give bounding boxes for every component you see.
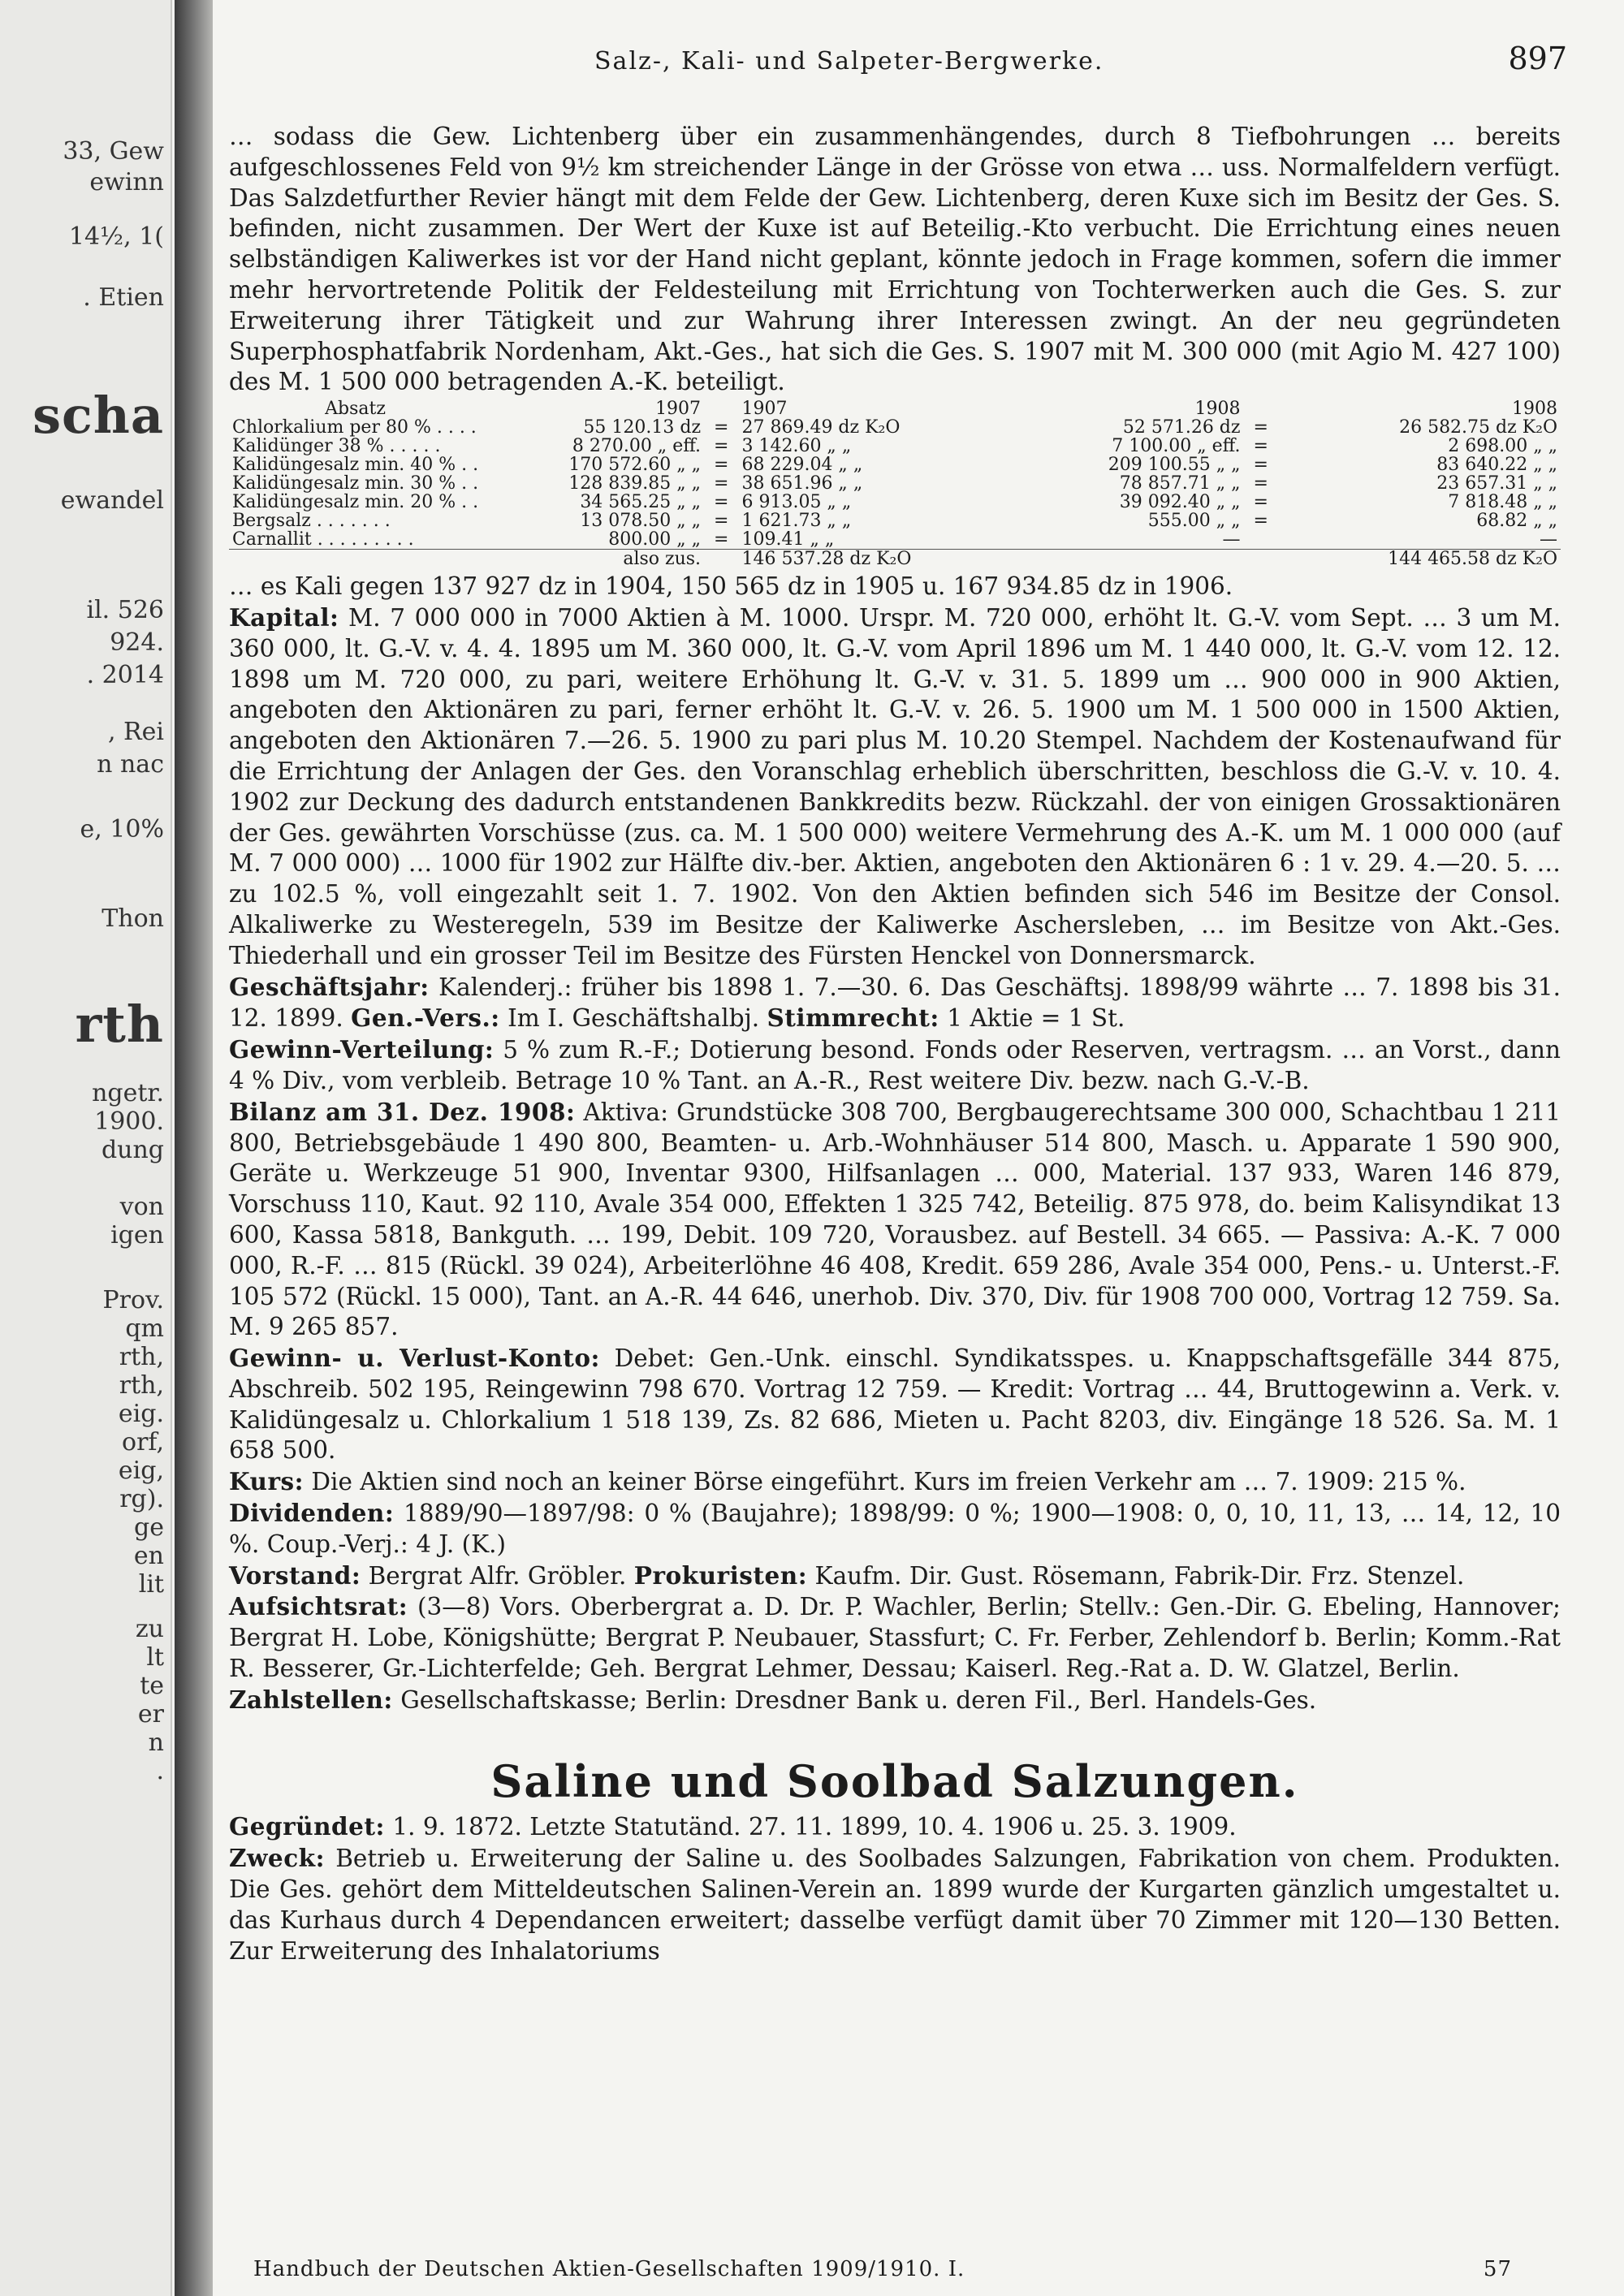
- sales-table-cell: 55 120.13 dz: [583, 417, 702, 438]
- sales-table-cell: 38 651.96 „ „: [741, 473, 863, 494]
- margin-fragment: ge: [134, 1513, 164, 1542]
- detail-paragraph: [229, 972, 1561, 1035]
- margin-fragment: . 2014: [86, 661, 164, 689]
- detail-paragraph: [229, 1343, 1561, 1466]
- sales-table-cell: Kalidünger 38 % . . . . .: [232, 436, 441, 457]
- sales-table-cell: 555.00 „ „: [1147, 511, 1241, 532]
- sales-table-cell: =: [714, 455, 729, 476]
- sales-table-header: [229, 399, 1561, 418]
- sales-table-cell: 8 270.00 „ eff.: [572, 436, 702, 457]
- sales-table-cell: =: [1253, 455, 1268, 476]
- sales-table-cell: =: [714, 511, 729, 532]
- margin-fragment: rth: [75, 995, 164, 1054]
- sales-table-cell: 1 621.73 „ „: [741, 511, 852, 532]
- field-text: (3—8) Vors. Oberbergrat a. D. Dr. P. Wachler, Berlin; Stellv.: Gen.-Dir. G. Ebeling, Hannover; Bergrat H. Lobe, Königshütte; Bergrat P. Neubauer, Stassfurt; C. Fr. Ferber, Zehlendorf b. Berlin; Komm.-Rat R. Besserer, Gr.-Lichterfelde; Geh. Bergrat Lehmer, Dessau; Kaiserl. Reg.-Rat a. D. W. Glatzel, Berlin.: [229, 1593, 1561, 1683]
- detail-paragraph: [229, 1034, 1561, 1097]
- field-label: Stimmrecht:: [767, 1003, 939, 1033]
- margin-fragment: ngetr.: [92, 1079, 164, 1107]
- sales-table-cell: =: [1253, 492, 1268, 513]
- page-header: [213, 41, 1624, 89]
- sales-table-cell: =: [1253, 417, 1268, 438]
- margin-fragment: te: [140, 1672, 164, 1700]
- sales-table-row: [229, 493, 1561, 511]
- margin-fragment: Prov.: [102, 1286, 164, 1314]
- company-details: [229, 572, 1561, 1716]
- field-text: Debet: Gen.-Unk. einschl. Syndikatsspes. u. Knappschaftsgefälle 344 875, Abschreib. 502 195, Reingewinn 798 670. Vortrag 12 759. — Kredit: Vortrag … 44, Bruttogewinn a. Verk. v. Kalidüngesalz u. Chlorkalium 1 518 139, Zs. 82 686, Mieten u. Pacht 8203, div. Eingänge 18 526. Sa. M. 1 658 500.: [229, 1344, 1561, 1465]
- sales-table: [229, 399, 1561, 568]
- field-label: Aufsichtsrat:: [229, 1592, 408, 1621]
- margin-fragment: orf,: [122, 1428, 164, 1457]
- margin-fragment: lit: [138, 1570, 164, 1599]
- sales-table-cell: [1243, 530, 1277, 550]
- margin-fragment: scha: [32, 386, 164, 445]
- sales-table-cell: 34 565.25 „ „: [580, 492, 702, 513]
- sales-table-cell: 52 571.26 dz: [1122, 417, 1241, 438]
- margin-fragment: lt: [146, 1643, 164, 1672]
- detail-paragraph: [229, 1466, 1561, 1498]
- page-number: 897: [1508, 41, 1567, 76]
- book-spine-shadow: [175, 0, 214, 2296]
- field-text: M. 7 000 000 in 7000 Aktien à M. 1000. Urspr. M. 720 000, erhöht lt. G.-V. vom Sept. … 3 um M. 360 000, lt. G.-V. v. 4. 4. 1895 um M. 360 000, lt. G.-V. vom April 1896 um M. 1 440 000, lt. G.-V. vom 12. 12. 1898 um M. 720 000, zu pari, weitere Erhöhung lt. G.-V. v. 31. 5. 1899 um … 900 000 in 900 Aktien, angeboten den Aktionären zu pari, ferner erhöht lt. G.-V. v. 26. 5. 1900 um M. 1 500 000 in 1500 Aktien, angeboten den Aktionären 7.—26. 5. 1900 zu pari plus M. 10.20 Stempel. Nachdem der Kostenaufwand für die Errichtung der Anlagen der Ges. den Voranschlag erheblich überschritten, beschloss die G.-V. v. 10. 4. 1902 zur Deckung des dadurch entstandenen Bankkredits bezw. Rückzahl. der von einigen Grossaktionären der Ges. gewährten Vorschüsse (zus. ca. M. 1 500 000) weitere Vermehrung des A.-K. um M. 1 000 000 (auf M. 7 000 000) … 1000 für 1902 zur Hälfte div.-ber. Aktien, angeboten den Aktionären 6 : 1 v. 29. 4.—20. 5. … zu 102.5 %, voll eingezahlt seit 1. 7. 1902. Von den Aktien befinden sich 546 im Besitze der Consol. Alkaliwerke zu Westeregeln, 539 im Besitze der Kaliwerke Aschersleben, … im Besitze von Akt.-Ges. Thiederhall und ein grosser Teil im Besitze des Fürsten Henckel von Donnersmarck.: [229, 603, 1561, 969]
- sales-table-cell: 109.41 „ „: [741, 529, 835, 550]
- sales-table-cell: =: [1253, 511, 1268, 532]
- detail-paragraph: [229, 1498, 1561, 1560]
- detail-paragraph: [229, 1560, 1561, 1592]
- margin-fragment: . Etien: [83, 283, 164, 312]
- margin-fragment: n nac: [97, 750, 164, 779]
- sales-table-cell: Kalidüngesalz min. 40 % . .: [232, 455, 479, 476]
- detail-paragraph: [229, 1843, 1561, 1966]
- sales-table-cell: Carnallit . . . . . . . . .: [232, 529, 414, 550]
- body-text: [229, 122, 1561, 1966]
- sales-table-cell: 2 698.00 „ „: [1448, 436, 1557, 457]
- margin-fragment: , Rei: [107, 718, 164, 746]
- sales-table-cell: 13 078.50 „ „: [580, 511, 702, 532]
- margin-fragment: en: [133, 1542, 164, 1570]
- field-text: Gesellschaftskasse; Berlin: Dresdner Bank u. deren Fil., Berl. Handels-Ges.: [400, 1685, 1317, 1714]
- sales-table-cell: 83 640.22 „ „: [1436, 455, 1557, 476]
- field-label: Kurs:: [229, 1467, 304, 1496]
- header-absatz: Absatz: [325, 399, 386, 420]
- sales-table-cell: 78 857.71 „ „: [1119, 473, 1241, 494]
- field-label: Gewinn- u. Verlust-Konto:: [229, 1344, 600, 1373]
- total-1908: 144 465.58 dz K₂O: [1278, 550, 1561, 569]
- margin-fragment: eig,: [118, 1457, 164, 1485]
- section-title: Saline und Soolbad Salzungen.: [490, 1754, 1299, 1807]
- margin-fragment: dung: [101, 1136, 164, 1164]
- detail-paragraph: [229, 1591, 1561, 1684]
- sales-table-cell: 209 100.55 „ „: [1108, 455, 1241, 476]
- total-label: also zus.: [482, 550, 704, 569]
- sales-table-cell: Kalidüngesalz min. 20 % . .: [232, 492, 479, 513]
- field-label: Geschäftsjahr:: [229, 972, 430, 1001]
- sales-table-cell: Bergsalz . . . . . . .: [232, 511, 391, 532]
- header-1908-dz: 1908: [1194, 399, 1241, 420]
- sales-table-cell: =: [1253, 436, 1268, 457]
- sales-table-cell: 39 092.40 „ „: [1119, 492, 1241, 513]
- section-details: [229, 1811, 1561, 1966]
- margin-fragment: qm: [125, 1314, 164, 1343]
- margin-fragment: 924.: [110, 628, 164, 657]
- field-text: 1889/90—1897/98: 0 % (Baujahre); 1898/99: 0 %; 1900—1908: 0, 0, 10, 11, 13, … 14, 12, 10 %. Coup.-Verj.: 4 J. (K.): [229, 1500, 1561, 1558]
- sales-table-cell: =: [714, 529, 729, 550]
- margin-fragment: e, 10%: [80, 815, 164, 844]
- handbook-reference: Handbuch der Deutschen Aktien-Gesellschaften 1909/1910. I.: [253, 2257, 965, 2281]
- sales-table-cell: =: [714, 492, 729, 513]
- sales-table-row: [229, 474, 1561, 493]
- field-text: Die Aktien sind noch an keiner Börse eingeführt. Kurs im freien Verkehr am … 7. 1909: 215 %.: [311, 1468, 1466, 1496]
- margin-fragment: 14½, 1(: [68, 222, 164, 251]
- margin-fragment: 1900.: [94, 1107, 164, 1136]
- field-label: Gen.-Vers.:: [351, 1003, 500, 1033]
- field-text: Aktiva: Grundstücke 308 700, Bergbaugerechtsame 300 000, Schachtbau 1 211 800, Betriebsgebäude 1 490 800, Beamten- u. Arb.-Wohnhäuser 514 800, Masch. u. Apparate 1 590 900, Geräte u. Werkzeuge 51 900, Inventar 9300, Hilfsanlagen … 000, Material. 137 933, Waren 146 879, Vorschuss 110, Kaut. 92 110, Avale 354 000, Effekten 1 325 742, Beteilig. 875 978, do. beim Kalisyndikat 13 600, Kassa 5818, Bankguth. … 199, Debit. 109 720, Vorausbez. auf Bestell. 34 665. — Passiva: A.-K. 7 000 000, R.-F. … 815 (Rückl. 39 024), Arbeiterlöhne 46 408, Kredit. 659 286, Avale 354 000, Pens.- u. Unterst.-F. 105 572 (Rückl. 15 000), Tant. an A.-R. 44 646, unerhob. Div. 370, Div. für 1908 700 000, Vortrag 12 759. Sa. M. 9 265 857.: [229, 1098, 1561, 1341]
- sales-table-row: [229, 455, 1561, 474]
- sales-table-cell: =: [714, 417, 729, 438]
- margin-fragment: von: [119, 1193, 164, 1221]
- sales-table-total: [229, 550, 1561, 569]
- sales-table-cell: =: [714, 473, 729, 494]
- margin-fragment: zu: [135, 1615, 164, 1643]
- sheet-number: 57: [1483, 2257, 1512, 2281]
- margin-fragment: eig.: [118, 1400, 164, 1428]
- sales-table-cell: 170 572.60 „ „: [568, 455, 702, 476]
- sales-table-cell: 27 869.49 dz K₂O: [741, 417, 901, 438]
- sales-table-cell: —: [1540, 529, 1557, 550]
- detail-paragraph: [229, 1097, 1561, 1343]
- sales-table-cell: 7 100.00 „ eff.: [1112, 436, 1241, 457]
- margin-fragment: rth,: [119, 1371, 164, 1400]
- field-text: Bergrat Alfr. Gröbler.: [368, 1561, 627, 1590]
- detail-paragraph: [229, 1685, 1561, 1716]
- sales-table-cell: 68.82 „ „: [1476, 511, 1557, 532]
- margin-fragment: rg).: [119, 1485, 164, 1513]
- margin-fragment: il. 526: [86, 596, 164, 624]
- field-label: Zahlstellen:: [229, 1685, 393, 1714]
- margin-fragment: ewinn: [89, 168, 164, 196]
- margin-fragment: 33, Gew: [63, 137, 164, 166]
- sales-table-cell: 23 657.31 „ „: [1436, 473, 1557, 494]
- field-text: 5 % zum R.-F.; Dotierung besond. Fonds oder Reserven, vertragsm. … an Vorst., dann 4 % Div., vom verbleib. Betrage 10 % Tant. an A.-R., Rest weitere Div. bezw. nach G.-V.-B.: [229, 1036, 1561, 1094]
- field-label: Kapital:: [229, 602, 339, 632]
- sales-table-cell: 6 913.05 „ „: [741, 492, 852, 513]
- sales-table-cell: Kalidüngesalz min. 30 % . .: [232, 473, 479, 494]
- header-1908-k2o: 1908: [1512, 399, 1557, 420]
- sales-table-cell: 128 839.85 „ „: [568, 473, 702, 494]
- sales-table-row: [229, 437, 1561, 455]
- margin-fragment: rth,: [119, 1343, 164, 1371]
- field-text: Kaufm. Dir. Gust. Rösemann, Fabrik-Dir. Frz. Stenzel.: [814, 1561, 1465, 1590]
- field-label: Dividenden:: [229, 1499, 395, 1528]
- sales-table-cell: 68 229.04 „ „: [741, 455, 863, 476]
- running-title: Salz-, Kali- und Salpeter-Bergwerke.: [594, 47, 1104, 76]
- sales-table-cell: Chlorkalium per 80 % . . . .: [232, 417, 477, 438]
- sales-table-cell: 800.00 „ „: [608, 529, 702, 550]
- field-label: Bilanz am 31. Dez. 1908:: [229, 1097, 576, 1126]
- margin-fragment: ewandel: [60, 486, 164, 515]
- document-page: [213, 0, 1624, 2296]
- field-label: Gewinn-Verteilung:: [229, 1035, 495, 1064]
- header-1907-k2o: 1907: [741, 399, 788, 420]
- sales-table-row: [229, 511, 1561, 530]
- sales-table-cell: 26 582.75 dz K₂O: [1399, 417, 1557, 438]
- previous-page-margin: [0, 0, 172, 2296]
- sales-table-cell: =: [1253, 473, 1268, 494]
- sales-table-row: [229, 418, 1561, 437]
- margin-fragment: n: [148, 1728, 164, 1757]
- sales-table-cell: 7 818.48 „ „: [1448, 492, 1557, 513]
- field-text: … es Kali gegen 137 927 dz in 1904, 150 565 dz in 1905 u. 167 934.85 dz in 1906.: [229, 572, 1233, 601]
- header-1907-dz: 1907: [655, 399, 702, 420]
- sales-table-cell: —: [1222, 529, 1241, 550]
- sales-table-cell: 3 142.60 „ „: [741, 436, 852, 457]
- sales-table-cell: =: [714, 436, 729, 457]
- detail-paragraph: [229, 602, 1561, 972]
- intro-paragraph: … sodass die Gew. Lichtenberg über ein zusammenhängendes, durch 8 Tiefbohrungen … bereits aufgeschlossenes Feld von 9½ km streichender Länge in der Grösse von etwa … uss. Normalfeldern verfügt. Das Salzdetfurther Revier hängt mit dem Felde der Gew. Lichtenberg, deren Kuxe sich im Besitz der Ges. S. befinden, nicht zusammen. Der Wert der Kuxe ist auf Beteilig.-Kto verbucht. Die Errichtung eines neuen selbständigen Kaliwerkes ist vor der Hand nicht geplant, könnte jedoch in Frage kommen, sofern die immer mehr hervortretende Politik der Feldesteilung mit Errichtung von Tochterwerken auch die Ges. S. zur Erweiterung ihrer Tätigkeit und zur Wahrung ihrer Interessen zwingt. An der neu gegründeten Superphosphatfabrik Nordenham, Akt.-Ges., hat sich die Ges. S. 1907 mit M. 300 000 (mit Agio M. 427 100) des M. 1 500 000 betragenden A.-K. beteiligt.: [229, 123, 1561, 396]
- field-text: Kalenderj.: früher bis 1898 1. 7.—30. 6. Das Geschäftsj. 1898/99 währte … 7. 1898 bis 31. 12. 1899.: [229, 973, 1561, 1033]
- margin-fragment: Thon: [102, 904, 164, 933]
- field-label: Vorstand:: [229, 1560, 361, 1590]
- margin-fragment: er: [137, 1700, 164, 1728]
- field-label: Prokuristen:: [633, 1560, 808, 1590]
- margin-fragment: igen: [110, 1221, 164, 1249]
- field-label: Gegründet:: [229, 1812, 385, 1841]
- margin-fragment: .: [156, 1757, 164, 1785]
- total-1907: 146 537.28 dz K₂O: [738, 550, 1021, 569]
- field-label: Zweck:: [229, 1844, 325, 1873]
- field-text: Betrieb u. Erweiterung der Saline u. des Soolbades Salzungen, Fabrikation von chem. Produkten. Die Ges. gehört dem Mitteldeutschen Salinen-Verein an. 1899 wurde der Kurgarten gänzlich umgestaltet u. das Kurhaus durch 4 Dependancen erweitert; dasselbe verfügt damit über 70 Zimmer mit 120—130 Betten. Zur Erweiterung des Inhalatoriums: [229, 1845, 1561, 1965]
- detail-paragraph: [229, 1811, 1561, 1843]
- field-text: Im I. Geschäftshalbj.: [508, 1004, 760, 1033]
- detail-paragraph: [229, 572, 1561, 602]
- sales-table-row: [229, 530, 1561, 550]
- field-text: 1 Aktie = 1 St.: [947, 1004, 1125, 1033]
- field-text: 1. 9. 1872. Letzte Statutänd. 27. 11. 1899, 10. 4. 1906 u. 25. 3. 1909.: [392, 1813, 1237, 1841]
